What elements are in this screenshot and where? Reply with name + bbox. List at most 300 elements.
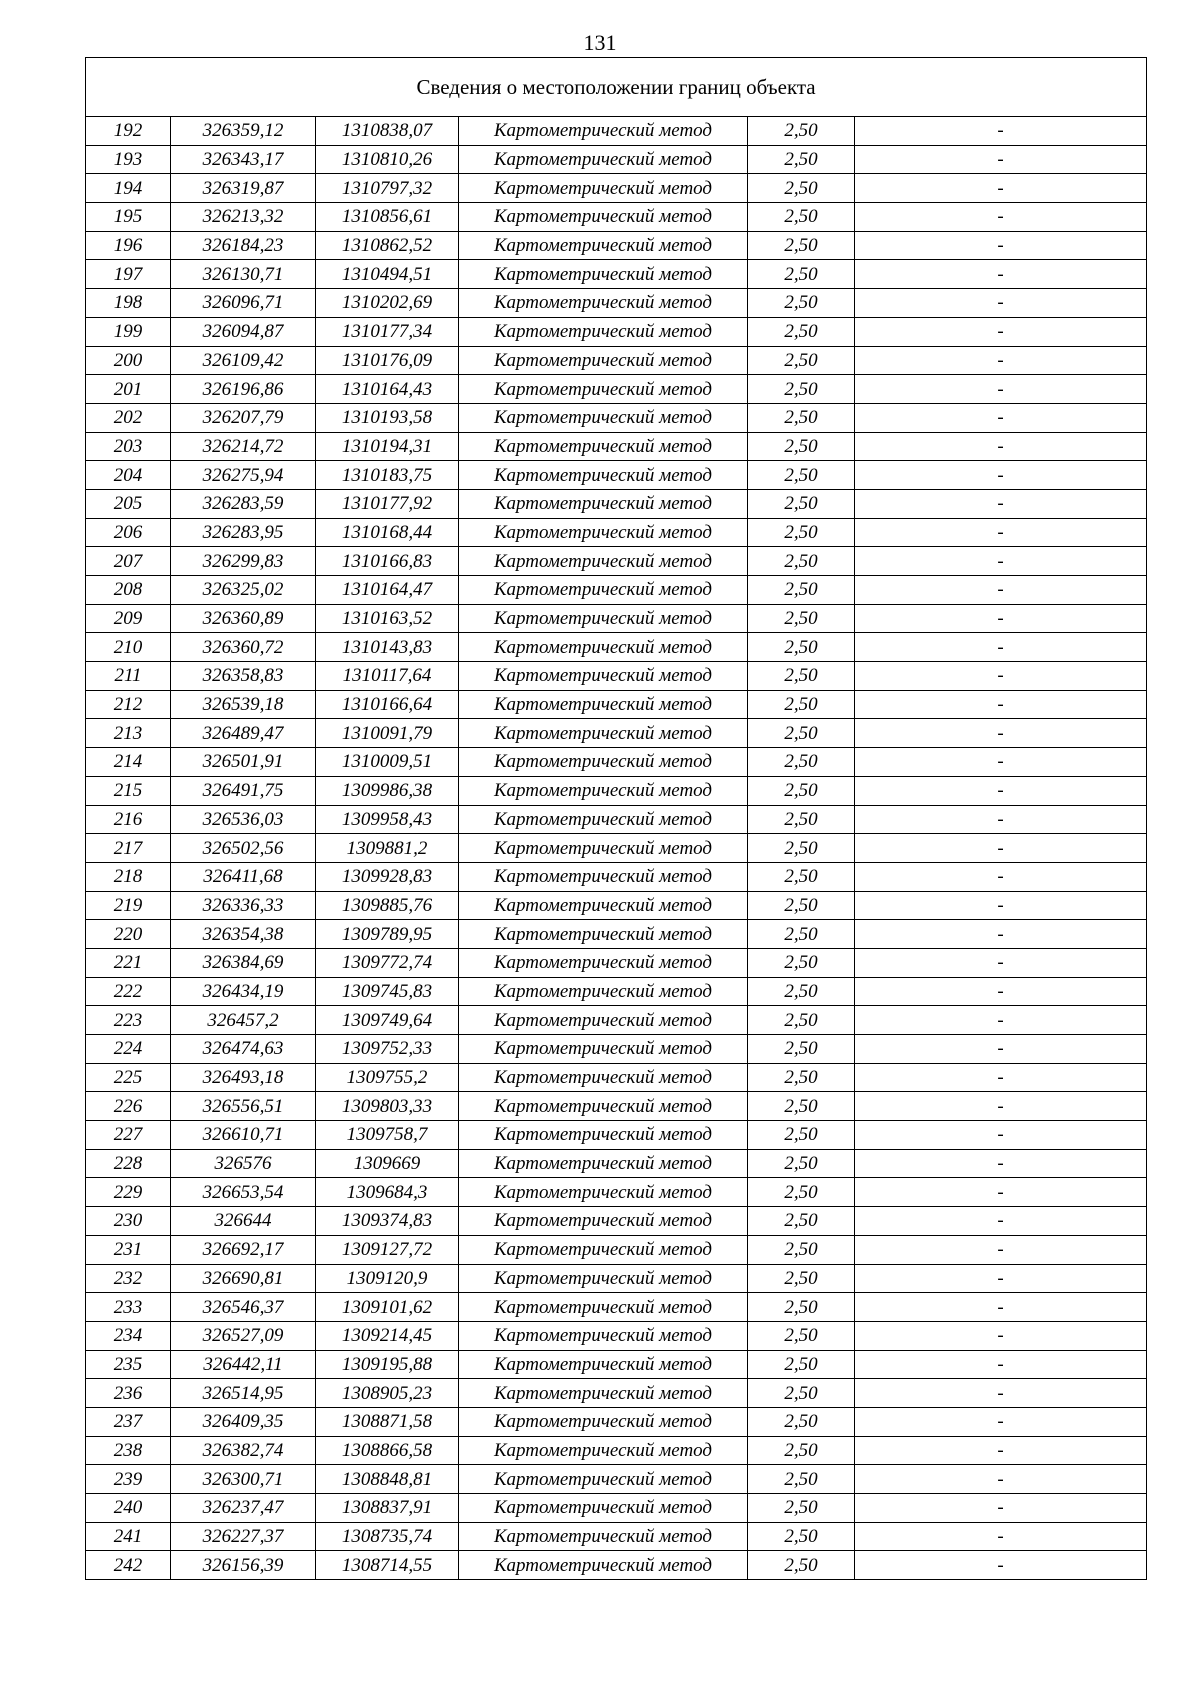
description-cell: - — [855, 1121, 1147, 1150]
point-number-cell: 194 — [86, 174, 171, 203]
x-coordinate-cell: 326354,38 — [171, 920, 316, 949]
y-coordinate-cell: 1309881,2 — [316, 834, 459, 863]
point-number-cell: 241 — [86, 1522, 171, 1551]
description-cell: - — [855, 1350, 1147, 1379]
method-cell: Картометрический метод — [459, 719, 748, 748]
x-coordinate-cell: 326576 — [171, 1149, 316, 1178]
description-cell: - — [855, 1178, 1147, 1207]
point-number-cell: 229 — [86, 1178, 171, 1207]
table-row — [86, 834, 1147, 863]
table-row — [86, 547, 1147, 576]
method-cell: Картометрический метод — [459, 346, 748, 375]
method-cell: Картометрический метод — [459, 432, 748, 461]
x-coordinate-cell: 326336,33 — [171, 891, 316, 920]
description-cell: - — [855, 518, 1147, 547]
accuracy-cell: 2,50 — [748, 1494, 855, 1523]
point-number-cell: 193 — [86, 145, 171, 174]
method-cell: Картометрический метод — [459, 203, 748, 232]
table-row — [86, 891, 1147, 920]
point-number-cell: 197 — [86, 260, 171, 289]
description-cell: - — [855, 117, 1147, 146]
accuracy-cell: 2,50 — [748, 1293, 855, 1322]
method-cell: Картометрический метод — [459, 375, 748, 404]
y-coordinate-cell: 1310194,31 — [316, 432, 459, 461]
y-coordinate-cell: 1308714,55 — [316, 1551, 459, 1580]
x-coordinate-cell: 326283,59 — [171, 489, 316, 518]
table-row — [86, 375, 1147, 404]
method-cell: Картометрический метод — [459, 891, 748, 920]
x-coordinate-cell: 326474,63 — [171, 1035, 316, 1064]
x-coordinate-cell: 326094,87 — [171, 317, 316, 346]
point-number-cell: 195 — [86, 203, 171, 232]
method-cell: Картометрический метод — [459, 1149, 748, 1178]
description-cell: - — [855, 1436, 1147, 1465]
table-row — [86, 145, 1147, 174]
accuracy-cell: 2,50 — [748, 1407, 855, 1436]
table-row — [86, 1465, 1147, 1494]
method-cell: Картометрический метод — [459, 1407, 748, 1436]
table-row — [86, 1350, 1147, 1379]
y-coordinate-cell: 1308905,23 — [316, 1379, 459, 1408]
point-number-cell: 233 — [86, 1293, 171, 1322]
table-row — [86, 1522, 1147, 1551]
method-cell: Картометрический метод — [459, 1092, 748, 1121]
description-cell: - — [855, 1379, 1147, 1408]
x-coordinate-cell: 326096,71 — [171, 289, 316, 318]
table-row — [86, 260, 1147, 289]
method-cell: Картометрический метод — [459, 776, 748, 805]
accuracy-cell: 2,50 — [748, 174, 855, 203]
method-cell: Картометрический метод — [459, 117, 748, 146]
description-cell: - — [855, 1207, 1147, 1236]
x-coordinate-cell: 326501,91 — [171, 748, 316, 777]
table-row — [86, 231, 1147, 260]
point-number-cell: 203 — [86, 432, 171, 461]
accuracy-cell: 2,50 — [748, 346, 855, 375]
y-coordinate-cell: 1310168,44 — [316, 518, 459, 547]
y-coordinate-cell: 1310183,75 — [316, 461, 459, 490]
method-cell: Картометрический метод — [459, 1494, 748, 1523]
method-cell: Картометрический метод — [459, 317, 748, 346]
x-coordinate-cell: 326382,74 — [171, 1436, 316, 1465]
accuracy-cell: 2,50 — [748, 1092, 855, 1121]
description-cell: - — [855, 346, 1147, 375]
method-cell: Картометрический метод — [459, 834, 748, 863]
x-coordinate-cell: 326610,71 — [171, 1121, 316, 1150]
y-coordinate-cell: 1309101,62 — [316, 1293, 459, 1322]
point-number-cell: 201 — [86, 375, 171, 404]
x-coordinate-cell: 326109,42 — [171, 346, 316, 375]
y-coordinate-cell: 1310009,51 — [316, 748, 459, 777]
point-number-cell: 239 — [86, 1465, 171, 1494]
description-cell: - — [855, 862, 1147, 891]
accuracy-cell: 2,50 — [748, 834, 855, 863]
point-number-cell: 199 — [86, 317, 171, 346]
point-number-cell: 222 — [86, 977, 171, 1006]
x-coordinate-cell: 326196,86 — [171, 375, 316, 404]
x-coordinate-cell: 326325,02 — [171, 576, 316, 605]
y-coordinate-cell: 1309127,72 — [316, 1235, 459, 1264]
table-row — [86, 920, 1147, 949]
x-coordinate-cell: 326493,18 — [171, 1063, 316, 1092]
accuracy-cell: 2,50 — [748, 891, 855, 920]
method-cell: Картометрический метод — [459, 862, 748, 891]
method-cell: Картометрический метод — [459, 920, 748, 949]
description-cell: - — [855, 748, 1147, 777]
x-coordinate-cell: 326343,17 — [171, 145, 316, 174]
accuracy-cell: 2,50 — [748, 690, 855, 719]
x-coordinate-cell: 326539,18 — [171, 690, 316, 719]
accuracy-cell: 2,50 — [748, 633, 855, 662]
accuracy-cell: 2,50 — [748, 1235, 855, 1264]
y-coordinate-cell: 1309928,83 — [316, 862, 459, 891]
table-row — [86, 1149, 1147, 1178]
method-cell: Картометрический метод — [459, 518, 748, 547]
description-cell: - — [855, 719, 1147, 748]
point-number-cell: 237 — [86, 1407, 171, 1436]
y-coordinate-cell: 1309958,43 — [316, 805, 459, 834]
point-number-cell: 217 — [86, 834, 171, 863]
table-row — [86, 317, 1147, 346]
y-coordinate-cell: 1309374,83 — [316, 1207, 459, 1236]
accuracy-cell: 2,50 — [748, 1350, 855, 1379]
x-coordinate-cell: 326653,54 — [171, 1178, 316, 1207]
coordinates-sheet — [85, 57, 1146, 1580]
accuracy-cell: 2,50 — [748, 576, 855, 605]
point-number-cell: 224 — [86, 1035, 171, 1064]
accuracy-cell: 2,50 — [748, 203, 855, 232]
description-cell: - — [855, 1293, 1147, 1322]
table-title: Сведения о местоположении границ объекта — [86, 58, 1147, 117]
accuracy-cell: 2,50 — [748, 117, 855, 146]
description-cell: - — [855, 1407, 1147, 1436]
method-cell: Картометрический метод — [459, 1006, 748, 1035]
method-cell: Картометрический метод — [459, 1465, 748, 1494]
y-coordinate-cell: 1308866,58 — [316, 1436, 459, 1465]
x-coordinate-cell: 326514,95 — [171, 1379, 316, 1408]
description-cell: - — [855, 1063, 1147, 1092]
y-coordinate-cell: 1310091,79 — [316, 719, 459, 748]
table-row — [86, 662, 1147, 691]
point-number-cell: 214 — [86, 748, 171, 777]
point-number-cell: 211 — [86, 662, 171, 691]
method-cell: Картометрический метод — [459, 690, 748, 719]
description-cell: - — [855, 776, 1147, 805]
accuracy-cell: 2,50 — [748, 518, 855, 547]
description-cell: - — [855, 1092, 1147, 1121]
method-cell: Картометрический метод — [459, 489, 748, 518]
table-row — [86, 1293, 1147, 1322]
method-cell: Картометрический метод — [459, 633, 748, 662]
x-coordinate-cell: 326130,71 — [171, 260, 316, 289]
accuracy-cell: 2,50 — [748, 461, 855, 490]
y-coordinate-cell: 1310838,07 — [316, 117, 459, 146]
y-coordinate-cell: 1309120,9 — [316, 1264, 459, 1293]
description-cell: - — [855, 805, 1147, 834]
x-coordinate-cell: 326692,17 — [171, 1235, 316, 1264]
point-number-cell: 207 — [86, 547, 171, 576]
y-coordinate-cell: 1310176,09 — [316, 346, 459, 375]
x-coordinate-cell: 326644 — [171, 1207, 316, 1236]
description-cell: - — [855, 289, 1147, 318]
y-coordinate-cell: 1309669 — [316, 1149, 459, 1178]
x-coordinate-cell: 326359,12 — [171, 117, 316, 146]
accuracy-cell: 2,50 — [748, 403, 855, 432]
method-cell: Картометрический метод — [459, 604, 748, 633]
point-number-cell: 242 — [86, 1551, 171, 1580]
y-coordinate-cell: 1310166,83 — [316, 547, 459, 576]
method-cell: Картометрический метод — [459, 977, 748, 1006]
table-row — [86, 1235, 1147, 1264]
x-coordinate-cell: 326275,94 — [171, 461, 316, 490]
method-cell: Картометрический метод — [459, 1436, 748, 1465]
accuracy-cell: 2,50 — [748, 1121, 855, 1150]
table-row — [86, 1063, 1147, 1092]
accuracy-cell: 2,50 — [748, 977, 855, 1006]
method-cell: Картометрический метод — [459, 948, 748, 977]
accuracy-cell: 2,50 — [748, 547, 855, 576]
description-cell: - — [855, 375, 1147, 404]
description-cell: - — [855, 1551, 1147, 1580]
method-cell: Картометрический метод — [459, 231, 748, 260]
description-cell: - — [855, 317, 1147, 346]
point-number-cell: 240 — [86, 1494, 171, 1523]
table-row — [86, 203, 1147, 232]
point-number-cell: 234 — [86, 1321, 171, 1350]
point-number-cell: 208 — [86, 576, 171, 605]
description-cell: - — [855, 461, 1147, 490]
accuracy-cell: 2,50 — [748, 805, 855, 834]
x-coordinate-cell: 326360,89 — [171, 604, 316, 633]
description-cell: - — [855, 1264, 1147, 1293]
y-coordinate-cell: 1309803,33 — [316, 1092, 459, 1121]
accuracy-cell: 2,50 — [748, 1063, 855, 1092]
method-cell: Картометрический метод — [459, 289, 748, 318]
point-number-cell: 236 — [86, 1379, 171, 1408]
point-number-cell: 228 — [86, 1149, 171, 1178]
x-coordinate-cell: 326156,39 — [171, 1551, 316, 1580]
point-number-cell: 202 — [86, 403, 171, 432]
x-coordinate-cell: 326489,47 — [171, 719, 316, 748]
point-number-cell: 209 — [86, 604, 171, 633]
table-row — [86, 1379, 1147, 1408]
point-number-cell: 231 — [86, 1235, 171, 1264]
point-number-cell: 227 — [86, 1121, 171, 1150]
point-number-cell: 215 — [86, 776, 171, 805]
point-number-cell: 221 — [86, 948, 171, 977]
method-cell: Картометрический метод — [459, 1293, 748, 1322]
accuracy-cell: 2,50 — [748, 1522, 855, 1551]
x-coordinate-cell: 326299,83 — [171, 547, 316, 576]
description-cell: - — [855, 174, 1147, 203]
description-cell: - — [855, 1235, 1147, 1264]
y-coordinate-cell: 1310862,52 — [316, 231, 459, 260]
method-cell: Картометрический метод — [459, 1235, 748, 1264]
accuracy-cell: 2,50 — [748, 1035, 855, 1064]
description-cell: - — [855, 403, 1147, 432]
table-row — [86, 690, 1147, 719]
description-cell: - — [855, 1321, 1147, 1350]
accuracy-cell: 2,50 — [748, 317, 855, 346]
x-coordinate-cell: 326457,2 — [171, 1006, 316, 1035]
y-coordinate-cell: 1310202,69 — [316, 289, 459, 318]
x-coordinate-cell: 326409,35 — [171, 1407, 316, 1436]
point-number-cell: 230 — [86, 1207, 171, 1236]
table-row — [86, 977, 1147, 1006]
table-row — [86, 461, 1147, 490]
x-coordinate-cell: 326300,71 — [171, 1465, 316, 1494]
y-coordinate-cell: 1309745,83 — [316, 977, 459, 1006]
table-row — [86, 776, 1147, 805]
y-coordinate-cell: 1310164,47 — [316, 576, 459, 605]
accuracy-cell: 2,50 — [748, 748, 855, 777]
method-cell: Картометрический метод — [459, 174, 748, 203]
x-coordinate-cell: 326527,09 — [171, 1321, 316, 1350]
method-cell: Картометрический метод — [459, 403, 748, 432]
description-cell: - — [855, 489, 1147, 518]
y-coordinate-cell: 1309986,38 — [316, 776, 459, 805]
x-coordinate-cell: 326319,87 — [171, 174, 316, 203]
description-cell: - — [855, 920, 1147, 949]
point-number-cell: 226 — [86, 1092, 171, 1121]
table-row — [86, 1407, 1147, 1436]
x-coordinate-cell: 326502,56 — [171, 834, 316, 863]
y-coordinate-cell: 1310177,34 — [316, 317, 459, 346]
table-row — [86, 862, 1147, 891]
y-coordinate-cell: 1309789,95 — [316, 920, 459, 949]
x-coordinate-cell: 326213,32 — [171, 203, 316, 232]
table-row — [86, 403, 1147, 432]
point-number-cell: 210 — [86, 633, 171, 662]
point-number-cell: 223 — [86, 1006, 171, 1035]
accuracy-cell: 2,50 — [748, 1207, 855, 1236]
y-coordinate-cell: 1310166,64 — [316, 690, 459, 719]
table-row — [86, 289, 1147, 318]
accuracy-cell: 2,50 — [748, 920, 855, 949]
method-cell: Картометрический метод — [459, 1063, 748, 1092]
method-cell: Картометрический метод — [459, 1264, 748, 1293]
table-row — [86, 604, 1147, 633]
method-cell: Картометрический метод — [459, 662, 748, 691]
x-coordinate-cell: 326283,95 — [171, 518, 316, 547]
y-coordinate-cell: 1309749,64 — [316, 1006, 459, 1035]
description-cell: - — [855, 977, 1147, 1006]
x-coordinate-cell: 326184,23 — [171, 231, 316, 260]
x-coordinate-cell: 326434,19 — [171, 977, 316, 1006]
table-row — [86, 1035, 1147, 1064]
table-row — [86, 1121, 1147, 1150]
description-cell: - — [855, 1494, 1147, 1523]
table-row — [86, 633, 1147, 662]
table-row — [86, 432, 1147, 461]
y-coordinate-cell: 1310143,83 — [316, 633, 459, 662]
y-coordinate-cell: 1310856,61 — [316, 203, 459, 232]
point-number-cell: 198 — [86, 289, 171, 318]
accuracy-cell: 2,50 — [748, 862, 855, 891]
y-coordinate-cell: 1310494,51 — [316, 260, 459, 289]
method-cell: Картометрический метод — [459, 1379, 748, 1408]
y-coordinate-cell: 1309755,2 — [316, 1063, 459, 1092]
point-number-cell: 204 — [86, 461, 171, 490]
table-row — [86, 1006, 1147, 1035]
y-coordinate-cell: 1310163,52 — [316, 604, 459, 633]
y-coordinate-cell: 1308871,58 — [316, 1407, 459, 1436]
x-coordinate-cell: 326214,72 — [171, 432, 316, 461]
table-row — [86, 346, 1147, 375]
method-cell: Картометрический метод — [459, 1321, 748, 1350]
table-title-row — [86, 58, 1147, 117]
point-number-cell: 218 — [86, 862, 171, 891]
point-number-cell: 232 — [86, 1264, 171, 1293]
table-row — [86, 1551, 1147, 1580]
y-coordinate-cell: 1309195,88 — [316, 1350, 459, 1379]
y-coordinate-cell: 1308735,74 — [316, 1522, 459, 1551]
table-row — [86, 1264, 1147, 1293]
method-cell: Картометрический метод — [459, 260, 748, 289]
x-coordinate-cell: 326491,75 — [171, 776, 316, 805]
y-coordinate-cell: 1310193,58 — [316, 403, 459, 432]
accuracy-cell: 2,50 — [748, 432, 855, 461]
method-cell: Картометрический метод — [459, 547, 748, 576]
description-cell: - — [855, 1149, 1147, 1178]
description-cell: - — [855, 576, 1147, 605]
point-number-cell: 206 — [86, 518, 171, 547]
table-row — [86, 1092, 1147, 1121]
method-cell: Картометрический метод — [459, 1178, 748, 1207]
accuracy-cell: 2,50 — [748, 604, 855, 633]
table-row — [86, 117, 1147, 146]
description-cell: - — [855, 260, 1147, 289]
point-number-cell: 220 — [86, 920, 171, 949]
accuracy-cell: 2,50 — [748, 1465, 855, 1494]
table-row — [86, 805, 1147, 834]
boundary-coordinates-table — [85, 57, 1147, 1580]
description-cell: - — [855, 690, 1147, 719]
table-row — [86, 1494, 1147, 1523]
table-row — [86, 174, 1147, 203]
y-coordinate-cell: 1309758,7 — [316, 1121, 459, 1150]
x-coordinate-cell: 326556,51 — [171, 1092, 316, 1121]
point-number-cell: 196 — [86, 231, 171, 260]
y-coordinate-cell: 1309772,74 — [316, 948, 459, 977]
accuracy-cell: 2,50 — [748, 1264, 855, 1293]
accuracy-cell: 2,50 — [748, 1321, 855, 1350]
method-cell: Картометрический метод — [459, 1121, 748, 1150]
description-cell: - — [855, 633, 1147, 662]
accuracy-cell: 2,50 — [748, 1379, 855, 1408]
y-coordinate-cell: 1310810,26 — [316, 145, 459, 174]
accuracy-cell: 2,50 — [748, 1551, 855, 1580]
description-cell: - — [855, 203, 1147, 232]
accuracy-cell: 2,50 — [748, 289, 855, 318]
description-cell: - — [855, 1522, 1147, 1551]
x-coordinate-cell: 326227,37 — [171, 1522, 316, 1551]
point-number-cell: 205 — [86, 489, 171, 518]
accuracy-cell: 2,50 — [748, 260, 855, 289]
method-cell: Картометрический метод — [459, 461, 748, 490]
method-cell: Картометрический метод — [459, 1522, 748, 1551]
description-cell: - — [855, 145, 1147, 174]
accuracy-cell: 2,50 — [748, 1149, 855, 1178]
table-row — [86, 1178, 1147, 1207]
description-cell: - — [855, 948, 1147, 977]
table-row — [86, 518, 1147, 547]
point-number-cell: 212 — [86, 690, 171, 719]
point-number-cell: 238 — [86, 1436, 171, 1465]
x-coordinate-cell: 326536,03 — [171, 805, 316, 834]
x-coordinate-cell: 326442,11 — [171, 1350, 316, 1379]
y-coordinate-cell: 1310177,92 — [316, 489, 459, 518]
